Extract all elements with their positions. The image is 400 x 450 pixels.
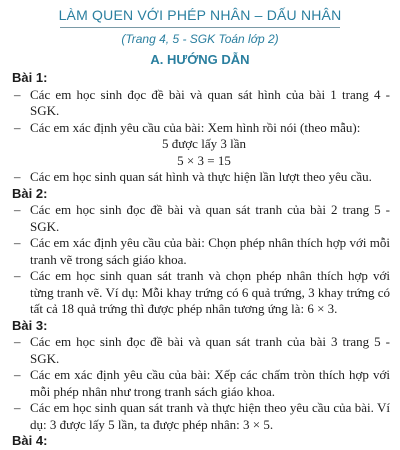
instruction-item bbox=[12, 400, 390, 433]
dash-bullet: – bbox=[14, 169, 21, 184]
exercise-heading-4: Bài 4: bbox=[12, 433, 48, 448]
instruction-text: Các em học sinh đọc đề bài và quan sát tranh của bài 3 trang 5 - SGK. bbox=[30, 334, 390, 366]
title-divider bbox=[60, 27, 340, 28]
dash-bullet: – bbox=[14, 400, 21, 415]
instruction-item bbox=[12, 120, 390, 137]
dash-bullet: – bbox=[14, 334, 21, 349]
instruction-text: Các em xác định yêu cầu của bài: Xếp các chấm tròn thích hợp với mỗi phép nhân như trong tranh sách giáo khoa. bbox=[30, 367, 390, 399]
example-line: 5 được lấy 3 lần bbox=[162, 136, 246, 151]
instruction-text: Các em học sinh đọc đề bài và quan sát hình của bài 1 trang 4 - SGK. bbox=[30, 86, 390, 118]
example-equation: 5 × 3 = 15 bbox=[177, 152, 231, 168]
instruction-text: Các em học sinh quan sát tranh và chọn phép nhân thích hợp với từng tranh vẽ. Ví dụ: Mỗi khay trứng có 6 quả trứng, 3 khay trứng có tất cả 18 quả trứng thì được phép nhân tương ứng là: 6 × 3. bbox=[30, 268, 390, 316]
dash-bullet: – bbox=[14, 202, 21, 217]
dash-bullet: – bbox=[14, 86, 21, 102]
dash-bullet: – bbox=[14, 367, 21, 382]
guide-content bbox=[12, 70, 390, 450]
exercise-heading-3: Bài 3: bbox=[12, 317, 48, 333]
dash-bullet: – bbox=[14, 119, 21, 135]
exercise-heading-1: Bài 1: bbox=[12, 70, 48, 85]
instruction-text: Các em xác định yêu cầu của bài: Chọn phép nhân thích hợp với mỗi tranh vẽ trong sách giáo khoa. bbox=[30, 235, 390, 267]
instruction-item bbox=[12, 334, 390, 367]
instruction-text: Các em học sinh quan sát hình và thực hiện lần lượt theo yêu cầu. bbox=[30, 169, 372, 184]
page-title: LÀM QUEN VỚI PHÉP NHÂN – DẤU NHÂN bbox=[58, 7, 342, 23]
instruction-item bbox=[12, 202, 390, 235]
section-heading: A. HƯỚNG DẪN bbox=[150, 52, 250, 67]
instruction-item bbox=[12, 268, 390, 318]
exercise-heading-2: Bài 2: bbox=[12, 185, 48, 201]
instruction-text: Các em xác định yêu cầu của bài: Xem hình rồi nói (theo mẫu): bbox=[30, 119, 361, 135]
instruction-text: Các em học sinh đọc đề bài và quan sát tranh của bài 2 trang 5 - SGK. bbox=[30, 202, 390, 234]
dash-bullet: – bbox=[14, 268, 21, 283]
instruction-item bbox=[12, 87, 390, 120]
dash-bullet: – bbox=[14, 235, 21, 250]
instruction-item bbox=[12, 235, 390, 268]
instruction-text: Các em học sinh quan sát tranh và thực hiện theo yêu cầu của bài. Ví dụ: 3 được lấy 5 lần, ta được phép nhân: 3 × 5. bbox=[30, 400, 390, 432]
instruction-item bbox=[12, 169, 390, 186]
page-subtitle: (Trang 4, 5 - SGK Toán lớp 2) bbox=[121, 32, 279, 46]
instruction-item bbox=[12, 367, 390, 400]
